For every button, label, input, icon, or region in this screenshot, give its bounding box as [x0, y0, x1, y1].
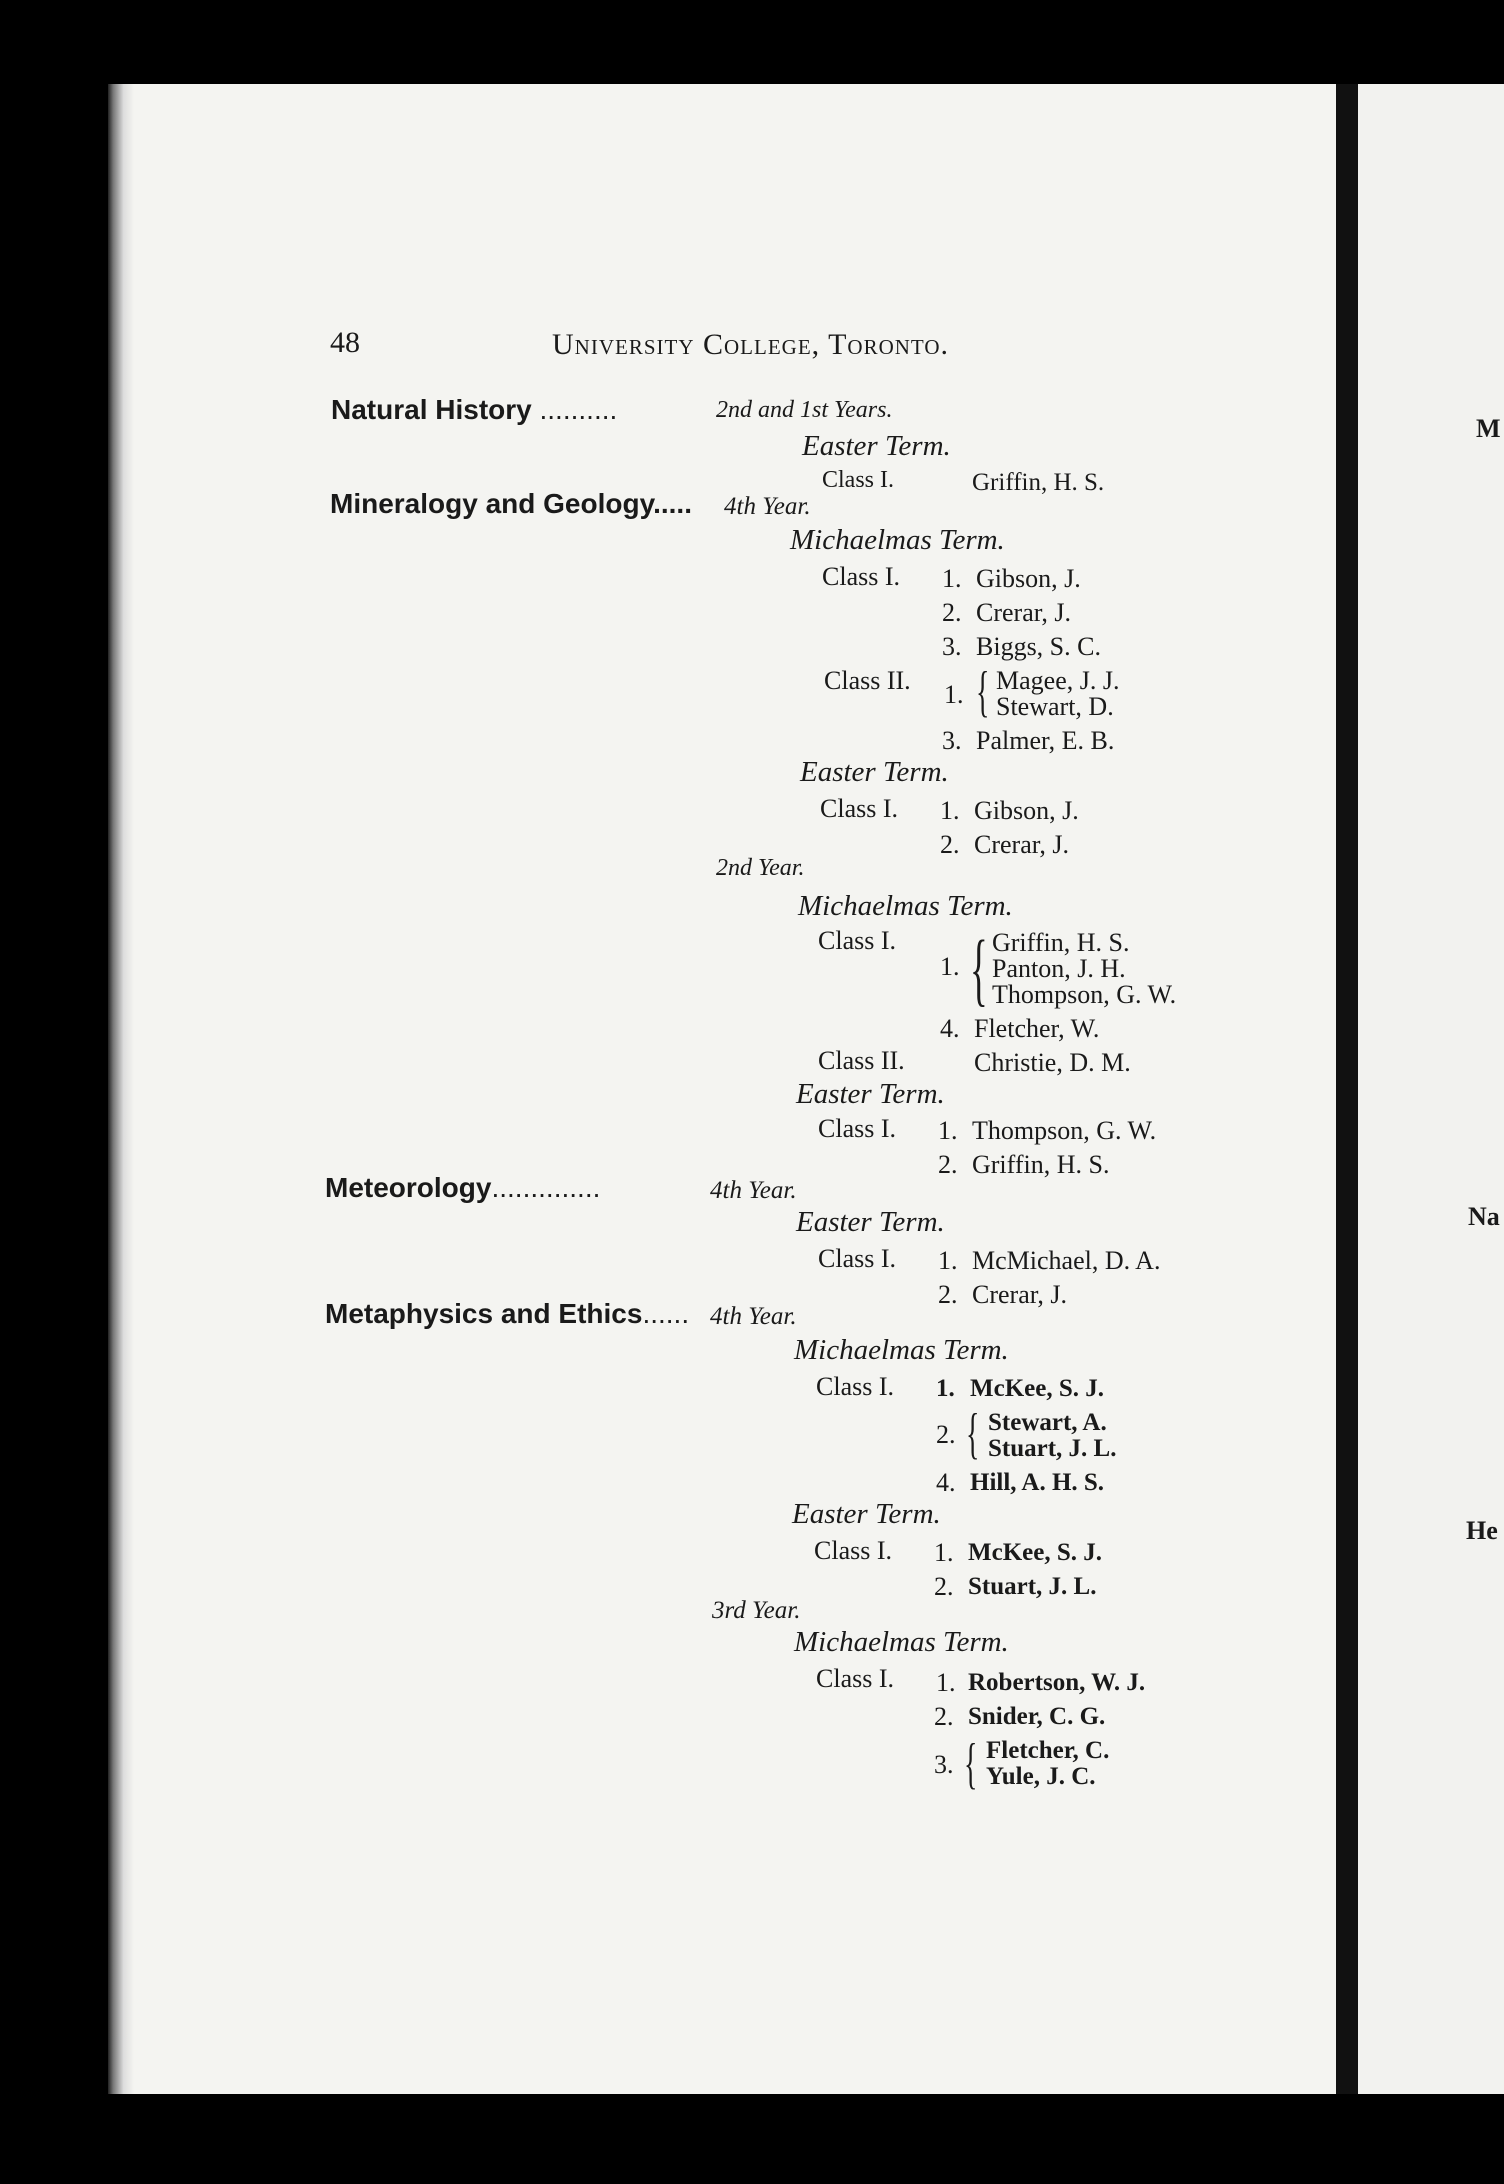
rank-number: 1.	[934, 1538, 954, 1567]
student-name: Robertson, W. J.	[968, 1669, 1146, 1696]
term-heading: Easter Term.	[802, 430, 951, 462]
rank-number: 1.	[936, 1375, 955, 1402]
year-label: 2nd Year.	[716, 855, 805, 881]
year-label: 4th Year.	[710, 1177, 797, 1204]
rank-number: 3.	[942, 726, 962, 755]
brace-icon: {	[970, 923, 988, 1014]
class-label: Class I.	[814, 1536, 892, 1565]
year-label: 4th Year.	[710, 1303, 797, 1330]
student-name: Thompson, G. W.	[972, 1116, 1157, 1145]
student-name: Stewart, A.	[988, 1409, 1107, 1436]
class-label: Class I.	[816, 1372, 894, 1401]
student-name: Christie, D. M.	[974, 1048, 1131, 1077]
rank-number: 1.	[942, 564, 962, 593]
class-label: Class II.	[818, 1046, 905, 1075]
student-name: Fletcher, C.	[986, 1737, 1110, 1764]
page-number: 48	[330, 326, 360, 359]
student-name: Panton, J. H.	[992, 954, 1126, 983]
subject-heading: Natural History ..........	[331, 394, 618, 425]
student-name: Stuart, J. L.	[988, 1435, 1117, 1462]
student-name: Griffin, H. S.	[972, 1150, 1110, 1179]
student-name: Palmer, E. B.	[976, 726, 1115, 755]
term-heading: Michaelmas Term.	[790, 524, 1005, 556]
rank-number: 2.	[938, 1150, 958, 1179]
rank-number: 2.	[936, 1420, 956, 1449]
facing-page-fragment: Na	[1468, 1202, 1500, 1231]
rank-number: 1.	[938, 1116, 958, 1145]
student-name: Crerar, J.	[976, 598, 1071, 627]
student-name: Crerar, J.	[972, 1280, 1067, 1309]
rank-number: 2.	[934, 1572, 954, 1601]
rank-number: 1.	[940, 952, 960, 981]
rank-number: 3.	[942, 632, 962, 661]
rank-number: 4.	[940, 1014, 960, 1043]
class-label: Class II.	[824, 666, 911, 695]
rank-number: 2.	[942, 598, 962, 627]
facing-page	[1358, 84, 1504, 2094]
subject-heading: Mineralogy and Geology.....	[330, 488, 692, 519]
book-page	[108, 84, 1344, 2094]
student-name: Biggs, S. C.	[976, 632, 1101, 661]
student-name: Crerar, J.	[974, 830, 1069, 859]
term-heading: Easter Term.	[796, 1078, 945, 1110]
term-heading: Easter Term.	[800, 756, 949, 788]
rank-number: 2.	[934, 1702, 954, 1731]
student-name: McMichael, D. A.	[972, 1246, 1161, 1275]
book-spine	[1336, 84, 1358, 2094]
term-heading: Michaelmas Term.	[794, 1626, 1009, 1658]
page-gutter	[108, 84, 134, 2094]
rank-number: 2.	[938, 1280, 958, 1309]
student-name: Magee, J. J.	[996, 666, 1120, 695]
rank-number: 1.	[938, 1246, 958, 1275]
student-name: Stuart, J. L.	[968, 1573, 1097, 1600]
rank-number: 2.	[940, 830, 960, 859]
year-label: 4th Year.	[724, 493, 811, 520]
student-name: Yule, J. C.	[986, 1763, 1096, 1790]
class-label: Class I.	[818, 926, 896, 955]
student-name: Gibson, J.	[976, 564, 1081, 593]
student-name: McKee, S. J.	[970, 1375, 1104, 1402]
year-label: 2nd and 1st Years.	[716, 397, 893, 423]
rank-number: 1.	[944, 680, 964, 709]
facing-page-fragment: He	[1466, 1516, 1498, 1545]
rank-number: 1.	[940, 796, 960, 825]
student-name: Griffin, H. S.	[992, 928, 1130, 957]
class-label: Class I.	[820, 794, 898, 823]
running-title: University College, Toronto.	[552, 328, 950, 361]
rank-number: 3.	[934, 1750, 954, 1779]
student-name: McKee, S. J.	[968, 1539, 1102, 1566]
brace-icon: {	[976, 661, 990, 723]
rank-number: 1.	[936, 1668, 956, 1697]
term-heading: Easter Term.	[792, 1498, 941, 1530]
student-name: Hill, A. H. S.	[970, 1469, 1105, 1496]
subject-heading: Metaphysics and Ethics......	[325, 1298, 690, 1329]
subject-heading: Meteorology..............	[325, 1172, 601, 1203]
term-heading: Michaelmas Term.	[794, 1334, 1009, 1366]
class-label: Class I.	[818, 1244, 896, 1273]
student-name: Gibson, J.	[974, 796, 1079, 825]
student-name: Stewart, D.	[996, 692, 1114, 721]
class-label: Class I.	[822, 562, 900, 591]
student-name: Fletcher, W.	[974, 1014, 1100, 1043]
year-label: 3rd Year.	[712, 1597, 801, 1624]
brace-icon: {	[964, 1733, 978, 1795]
facing-page-fragment: M	[1476, 414, 1501, 443]
student-name: Snider, C. G.	[968, 1703, 1106, 1730]
term-heading: Easter Term.	[796, 1206, 945, 1238]
class-label: Class I.	[822, 467, 894, 493]
rank-number: 4.	[936, 1468, 956, 1497]
term-heading: Michaelmas Term.	[798, 890, 1013, 922]
student-name: Thompson, G. W.	[992, 980, 1177, 1009]
student-name: Griffin, H. S.	[972, 469, 1105, 496]
brace-icon: {	[966, 1403, 980, 1465]
class-label: Class I.	[816, 1664, 894, 1693]
class-label: Class I.	[818, 1114, 896, 1143]
